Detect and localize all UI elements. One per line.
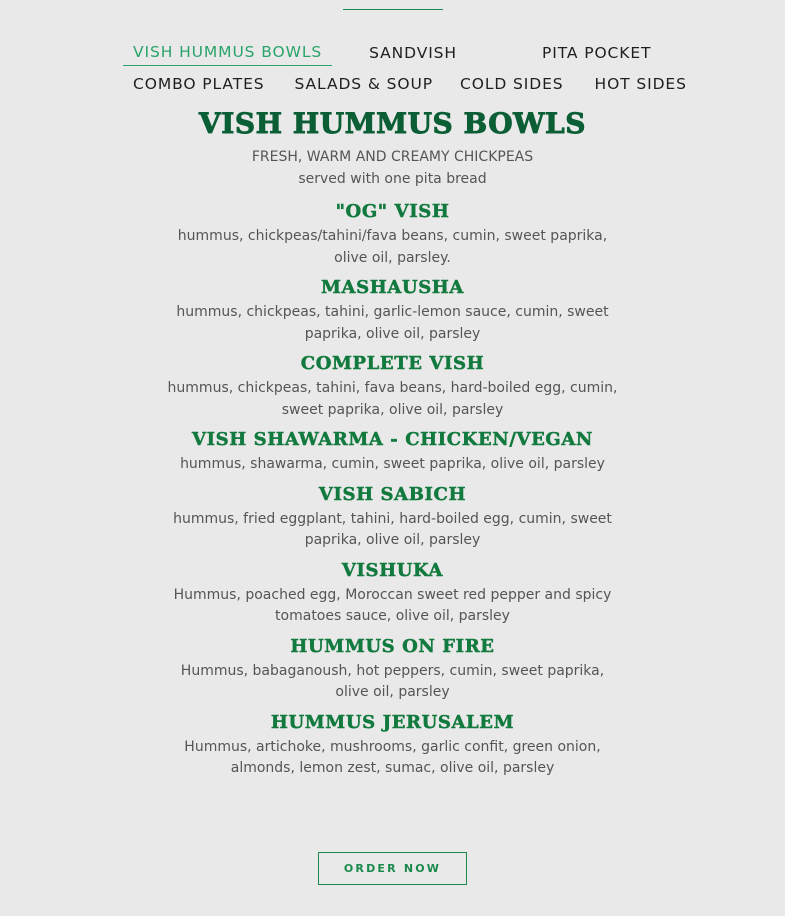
menu-item [0, 635, 785, 704]
menu-item-description: hummus, fried eggplant, tahini, hard-boiled egg, cumin, sweet paprika, olive oil, parsley [173, 510, 612, 548]
menu-item [0, 352, 785, 421]
order-now-button[interactable]: ORDER NOW [318, 852, 467, 885]
tab-pita-pocket[interactable]: PITA POCKET [541, 43, 652, 62]
menu-item-description: hummus, chickpeas/tahini/fava beans, cumin, sweet paprika, olive oil, parsley. [177, 228, 608, 266]
menu-section [0, 104, 785, 787]
menu-item-name: VISH SABICH [318, 483, 467, 505]
menu-item-name: COMPLETE VISH [300, 353, 485, 374]
menu-item-name: HUMMUS JERUSALEM [270, 711, 515, 733]
menu-item-name: MASHAUSHA [321, 277, 464, 298]
tab-cold-sides[interactable]: COLD SIDES [460, 75, 564, 93]
tabs-row-1 [123, 41, 661, 66]
menu-item-description: hummus, chickpeas, tahini, fava beans, hard-boiled egg, cumin, sweet paprika, olive oil, parsley [167, 380, 618, 418]
section-title: VISH HUMMUS BOWLS [199, 107, 586, 140]
tab-sandvish[interactable]: SANDVISH [369, 43, 457, 62]
menu-item-description: Hummus, babaganoush, hot peppers, cumin, sweet paprika, olive oil, parsley [180, 662, 605, 700]
top-divider [343, 9, 443, 10]
menu-item-name: "OG" VISH [335, 201, 450, 222]
tagline-line-2: served with one pita bread [298, 171, 487, 187]
menu-item-description: hummus, shawarma, cumin, sweet paprika, olive oil, parsley [180, 456, 605, 472]
menu-item-description: Hummus, poached egg, Moroccan sweet red pepper and spicy tomatoes sauce, olive oil, parsley [173, 586, 612, 624]
menu-item [0, 711, 785, 780]
menu-item [0, 559, 785, 628]
menu-item [0, 483, 785, 552]
tab-vish-hummus-bowls[interactable]: VISH HUMMUS BOWLS [123, 41, 332, 66]
menu-item [0, 276, 785, 345]
tab-hot-sides[interactable]: HOT SIDES [594, 75, 687, 93]
tab-combo-plates[interactable]: COMBO PLATES [133, 75, 265, 93]
tabs-row-2 [123, 73, 697, 97]
menu-item-description: Hummus, artichoke, mushrooms, garlic confit, green onion, almonds, lemon zest, sumac, olive oil, parsley [184, 738, 601, 776]
menu-item-name: HUMMUS ON FIRE [290, 635, 495, 657]
tab-salads-soup[interactable]: SALADS & SOUP [294, 75, 434, 93]
menu-item-name: VISH SHAWARMA - CHICKEN/VEGAN [192, 429, 593, 450]
menu-item-description: hummus, chickpeas, tahini, garlic-lemon sauce, cumin, sweet paprika, olive oil, parsley [176, 304, 609, 342]
section-tagline [0, 146, 785, 190]
menu-item [0, 200, 785, 269]
menu-item [0, 428, 785, 476]
menu-items-list [0, 200, 785, 780]
menu-item-name: VISHUKA [341, 559, 444, 581]
tagline-line-1: FRESH, WARM AND CREAMY CHICKPEAS [251, 149, 534, 165]
